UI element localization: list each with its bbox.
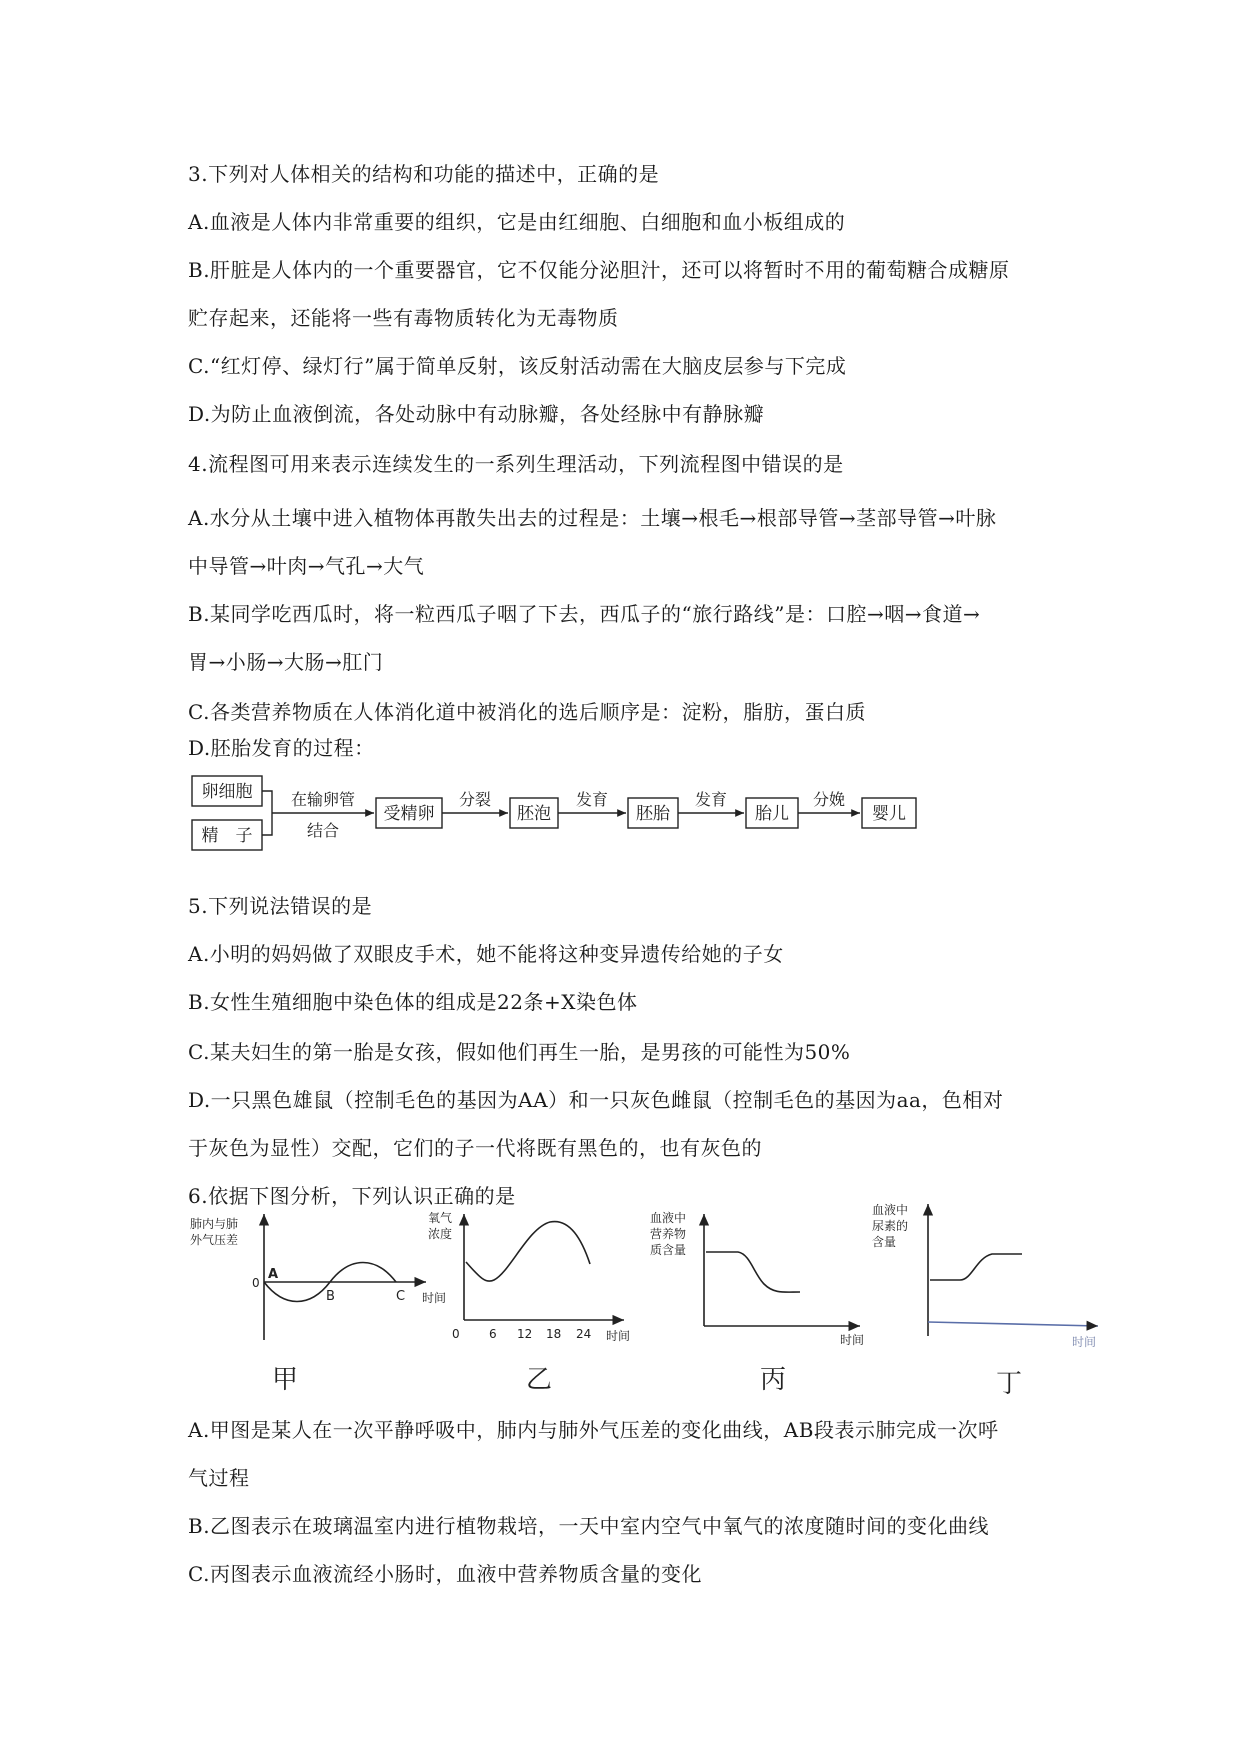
develop-label-1: 发育 [575, 790, 609, 809]
q6-option-b: B.乙图表示在玻璃温室内进行植物栽培，一天中室内空气中氧气的浓度随时间的变化曲线 [188, 1514, 990, 1538]
yi-tick-12: 12 [517, 1327, 533, 1341]
q6-stem: 6.依据下图分析，下列认识正确的是 [188, 1184, 516, 1208]
yi-ylabel-2: 浓度 [428, 1227, 453, 1241]
bing-caption: 丙 [760, 1365, 787, 1395]
jia-point-c: C [396, 1289, 406, 1304]
embryo-label: 胚胎 [636, 804, 670, 824]
q3-option-b-line1: B.肝脏是人体内的一个重要器官，它不仅能分泌胆汁，还可以将暂时不用的葡萄糖合成糖原 [188, 258, 1010, 282]
q4-option-b-line1: B.某同学吃西瓜时，将一粒西瓜子咽了下去，西瓜子的“旅行路线”是：口腔→咽→食道→ [188, 602, 981, 626]
bing-curve [706, 1252, 800, 1292]
yi-tick-24: 24 [576, 1327, 592, 1341]
bing-xlabel: 时间 [840, 1333, 865, 1347]
embryo-flow-diagram [190, 772, 930, 858]
jia-point-a: A [268, 1267, 279, 1282]
q3-option-d: D.为防止血液倒流，各处动脉中有动脉瓣，各处经脉中有静脉瓣 [188, 402, 765, 426]
q4-option-a-line1: A.水分从土壤中进入植物体再散失出去的过程是：土壤→根毛→根部导管→茎部导管→叶脉 [188, 506, 997, 530]
q5-stem: 5.下列说法错误的是 [188, 894, 373, 918]
ding-curve [930, 1254, 1022, 1280]
q3-option-c: C.“红灯停、绿灯行”属于简单反射，该反射活动需在大脑皮层参与下完成 [188, 354, 847, 378]
q4-option-a-line2: 中导管→叶肉→气孔→大气 [188, 554, 425, 578]
q5-option-a: A.小明的妈妈做了双眼皮手术，她不能将这种变异遗传给她的子女 [188, 942, 784, 966]
q3-option-b-line2: 贮存起来，还能将一些有毒物质转化为无毒物质 [188, 306, 619, 330]
sperm-label: 精 子 [201, 826, 253, 846]
jia-zero-label: 0 [252, 1276, 260, 1290]
q6-option-c: C.丙图表示血液流经小肠时，血液中营养物质含量的变化 [188, 1562, 702, 1586]
ding-x-axis [928, 1322, 1098, 1326]
yi-xlabel: 时间 [606, 1329, 631, 1343]
ding-xlabel: 时间 [1072, 1335, 1097, 1349]
jia-ylabel-1: 肺内与肺 [190, 1217, 239, 1231]
ding-caption: 丁 [996, 1369, 1023, 1399]
ding-ylabel-3: 含量 [872, 1235, 897, 1249]
q4-option-b-line2: 胃→小肠→大肠→肛门 [188, 650, 384, 674]
bing-ylabel-2: 营养物 [650, 1227, 687, 1241]
yi-tick-0: 0 [452, 1327, 460, 1341]
fertilize-bottom-label: 结合 [306, 821, 340, 840]
join-bracket [262, 791, 272, 835]
bing-ylabel-3: 质含量 [650, 1243, 687, 1257]
jia-xlabel: 时间 [422, 1291, 447, 1305]
develop-label-2: 发育 [694, 790, 728, 809]
zygote-label: 受精卵 [383, 804, 435, 824]
q3-option-a: A.血液是人体内非常重要的组织，它是由红细胞、白细胞和血小板组成的 [188, 210, 846, 234]
baby-label: 婴儿 [872, 804, 906, 824]
q4-option-d: D.胚胎发育的过程： [188, 736, 375, 760]
egg-label: 卵细胞 [201, 782, 253, 802]
blastocyst-label: 胚泡 [517, 804, 551, 824]
birth-label: 分娩 [812, 790, 846, 809]
yi-caption: 乙 [526, 1365, 553, 1395]
q6-option-a-line2: 气过程 [188, 1466, 250, 1490]
yi-ylabel-1: 氧气 [428, 1211, 453, 1225]
jia-point-b: B [326, 1289, 335, 1304]
jia-caption: 甲 [272, 1365, 299, 1395]
figure-yi [428, 1210, 630, 1395]
fetus-label: 胎儿 [755, 804, 789, 824]
q5-option-d-line2: 于灰色为显性）交配，它们的子一代将既有黑色的，也有灰色的 [188, 1136, 762, 1160]
q5-option-c: C.某夫妇生的第一胎是女孩，假如他们再生一胎，是男孩的可能性为50% [188, 1040, 851, 1064]
jia-ylabel-2: 外气压差 [190, 1233, 239, 1247]
q4-option-c: C.各类营养物质在人体消化道中被消化的选后顺序是：淀粉，脂肪，蛋白质 [188, 700, 866, 724]
q3-stem: 3.下列对人体相关的结构和功能的描述中，正确的是 [188, 162, 660, 186]
q4-stem: 4.流程图可用来表示连续发生的一系列生理活动，下列流程图中错误的是 [188, 452, 844, 476]
yi-tick-6: 6 [489, 1327, 497, 1341]
yi-curve [466, 1222, 590, 1282]
ding-ylabel-2: 尿素的 [872, 1219, 909, 1233]
figure-ding [872, 1202, 1098, 1399]
figure-bing [650, 1210, 864, 1395]
ding-ylabel-1: 血液中 [872, 1203, 909, 1217]
divide-label: 分裂 [458, 790, 492, 809]
q6-figures [180, 1200, 1230, 1400]
fertilize-top-label: 在输卵管 [290, 790, 356, 809]
q5-option-b: B.女性生殖细胞中染色体的组成是22条+X染色体 [188, 990, 638, 1014]
q5-option-d-line1: D.一只黑色雄鼠（控制毛色的基因为AA）和一只灰色雌鼠（控制毛色的基因为aa，色相对 [188, 1088, 1004, 1112]
q6-option-a-line1: A.甲图是某人在一次平静呼吸中，肺内与肺外气压差的变化曲线，AB段表示肺完成一次呼 [188, 1418, 999, 1442]
bing-ylabel-1: 血液中 [650, 1211, 687, 1225]
yi-tick-18: 18 [546, 1327, 562, 1341]
figure-jia [190, 1214, 446, 1395]
